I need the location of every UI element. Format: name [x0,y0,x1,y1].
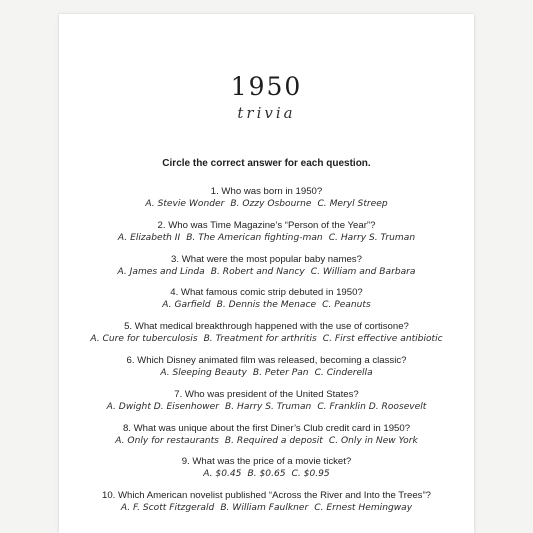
page-subtitle: trivia [237,104,296,122]
question-text: 3. What were the most popular baby names? [171,253,362,265]
answer-option[interactable]: B. Treatment for arthritis [203,334,317,345]
answer-option[interactable]: B. The American fighting-man [186,232,323,243]
answer-option[interactable]: A. James and Linda [117,266,205,277]
question-item [59,219,474,253]
answer-option[interactable]: B. Ozzy Osbourne [230,199,312,209]
answer-options [59,401,474,414]
answer-options [59,367,474,380]
answer-option[interactable]: C. William and Barbara [310,266,416,277]
answer-options [59,502,474,515]
question-text: 1. Who was born in 1950? [210,186,323,197]
question-item [59,253,474,287]
question-item [59,185,474,219]
answer-options [59,333,474,346]
answer-option[interactable]: C. Cinderella [314,367,373,378]
question-item [59,489,474,523]
answer-option[interactable]: A. Dwight D. Eisenhower [106,401,220,412]
answer-option[interactable]: A. F. Scott Fitzgerald [120,503,215,514]
answer-option[interactable]: C. $0.95 [291,469,330,480]
answer-option[interactable]: C. Meryl Streep [317,199,388,209]
answer-option[interactable]: C. Harry S. Truman [328,232,416,243]
question-text: 6. Which Disney animated film was released, becoming a classic? [126,354,407,366]
answer-option[interactable]: C. Only in New York [328,435,418,446]
question-text: 8. What was unique about the first Diner’s Club credit card in 1950? [122,422,411,434]
answer-option[interactable]: B. Peter Pan [252,367,309,378]
answer-options [59,468,474,481]
answer-options [59,232,474,245]
answer-option[interactable]: B. Required a deposit [224,435,323,446]
answer-option[interactable]: A. Elizabeth II [117,232,181,243]
answer-option[interactable]: A. Stevie Wonder [145,199,225,209]
answer-option[interactable]: C. Peanuts [322,300,371,311]
answer-option[interactable]: B. Robert and Nancy [210,266,305,277]
instructions: Circle the correct answer for each question. [162,158,371,169]
answer-options [59,435,474,448]
question-text: 2. Who was Time Magazine’s “Person of the Year”? [157,219,376,231]
question-item [59,388,474,422]
answer-option[interactable]: A. $0.45 [203,469,242,480]
question-text: 7. Who was president of the United States? [174,388,359,400]
question-list [59,185,474,523]
answer-option[interactable]: C. Ernest Hemingway [314,503,413,514]
trivia-card [59,14,474,533]
answer-option[interactable]: B. Harry S. Truman [225,401,312,412]
question-item [59,455,474,489]
question-text: 10. Which American novelist published “Across the River and Into the Trees”? [101,490,431,502]
answer-option[interactable]: C. First effective antibiotic [322,334,443,345]
answer-option[interactable]: A. Only for restaurants [115,435,219,446]
answer-option[interactable]: B. Dennis the Menace [216,300,317,311]
answer-option[interactable]: B. William Faulkner [220,503,309,514]
question-item [59,422,474,456]
answer-option[interactable]: A. Cure for tuberculosis [90,334,198,345]
answer-options [59,198,474,211]
answer-option[interactable]: B. $0.65 [247,469,286,480]
question-text: 5. What medical breakthrough happened with the use of cortisone? [124,321,409,333]
question-item [59,286,474,320]
question-text: 9. What was the price of a movie ticket? [181,456,352,468]
page-title: 1950 [230,72,303,101]
answer-option[interactable]: A. Sleeping Beauty [160,367,247,378]
question-item [59,354,474,388]
answer-options [59,299,474,312]
question-text: 4. What famous comic strip debuted in 1950? [170,287,363,299]
answer-options [59,266,474,279]
question-item [59,320,474,354]
answer-option[interactable]: A. Garfield [162,300,211,311]
answer-option[interactable]: C. Franklin D. Roosevelt [317,401,427,412]
